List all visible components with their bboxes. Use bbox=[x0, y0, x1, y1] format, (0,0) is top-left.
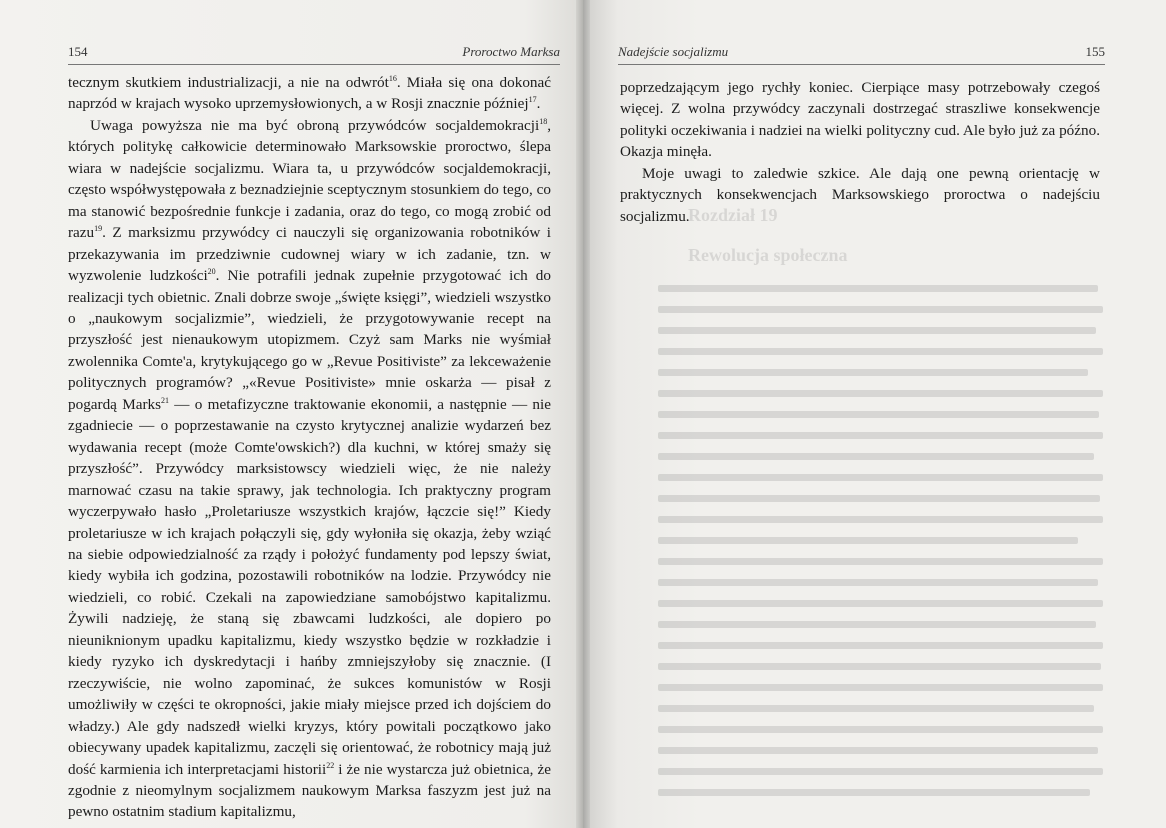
bleed-through-line bbox=[658, 726, 1103, 733]
bleed-through-line bbox=[658, 348, 1103, 355]
left-header-rule bbox=[68, 64, 560, 65]
right-page bbox=[583, 0, 1166, 828]
bleed-through-text bbox=[658, 205, 1103, 805]
bleed-through-line bbox=[658, 642, 1103, 649]
left-page-number: 154 bbox=[68, 44, 88, 59]
bleed-through-line bbox=[658, 285, 1098, 292]
bleed-through-line bbox=[658, 411, 1099, 418]
bleed-through-line bbox=[658, 453, 1094, 460]
bleed-through-line bbox=[658, 474, 1103, 481]
bleed-through-line bbox=[658, 705, 1094, 712]
bleed-through-line bbox=[658, 432, 1103, 439]
left-body-text bbox=[68, 72, 551, 823]
right-header-rule bbox=[618, 64, 1105, 65]
bleed-through-line bbox=[658, 390, 1103, 397]
bleed-through-line bbox=[658, 369, 1088, 376]
bleed-through-line bbox=[658, 600, 1103, 607]
bleed-through-line bbox=[658, 558, 1103, 565]
right-page-number: 155 bbox=[1085, 44, 1105, 59]
paragraph: Uwaga powyższa nie ma być obroną przywódców socjaldemokracji$^{18}$, których politykę całkowicie determinowało Marksowskie proroctwo, ślepa wiara w nadejście socjalizmu. Wiara ta, u przywódców socjaldemokracji, często współwystępowała z beznadziejnie sceptycznym stosunkiem do tego, co ma stanowić bezpośrednie funkcje i zadania, oraz do tego, co mogą zrobić od razu$^{19}$. Z marksizmu przywódcy ci nauczyli się organizowania robotników i przekazywania im przedziwnie cudownej wiary w ich zadanie, tzn. w wyzwolenie ludzkości$^{20}$. Nie potrafili jednak zupełnie przygotować ich do realizacji tych obietnic. Znali dobrze swoje „święte księgi”, wiedzieli wszystko o „naukowym socjalizmie”, wiedzieli, że przygotowywanie recept na przyszłość jest nienaukowym utopizmem. Czyż sam Marks nie wyśmiał zwolennika Comte'a, krytykującego go w „Revue Positiviste” za lekceważenie politycznych programów? „«Revue Positiviste» mnie oskarża — pisał z pogardą Marks$^{21}$ — o metafizyczne traktowanie ekonomii, a następnie — nie zgadniecie — o poprzestawanie na czysto krytycznej analizie wydarzeń bez wydawania recept (może Comte'owskich?) dla kuchni, w której smaży się przyszłość”. Przywódcy marksistowscy wiedzieli więc, że nie należy marnować czasu na takie sprawy, jak technologia. Ich praktyczny program wyczerpywało hasło „Proletariusze wszystkich krajów, łączcie się!” Kiedy proletariusze w ich krajach połączyli się, gdy wyłoniła się okazja, żeby wziąć na siebie odpowiedzialność za rządy i położyć fundamenty pod lepszy świat, kiedy wybiła ich godzina, pozostawili robotników na lodzie. Przywódcy nie wiedzieli, co robić. Czekali na zapowiedziane samobójstwo kapitalizmu. Żywili nadzieję, że staną się zbawcami ludzkości, ale dopiero po nieuniknionym upadku kapitalizmu, kiedy wszystko będzie w rozkładzie i kiedy ryzyko ich dyskredytacji i hańby zmniejszyłoby się znacznie. (I rzeczywiście, nie wolno zapominać, że sukces komunistów w Rosji umożliwiły w części te okropności, jakie miały miejsce przed ich dojściem do władzy.) Ale gdy nadszedł wielki kryzys, który powitali początkowo jako obiecywany upadek kapitalizmu, zaczęli się orientować, że robotnicy mają już dość karmienia ich interpretacjami historii$^{22}$ i że nie wystarcza już obietnica, że zgodnie z nieomylnym socjalizmem naukowym Marksa faszyzm jest już na pewno ostatnim stadium kapitalizmu, bbox=[68, 116, 551, 821]
bleed-through-heading: Rozdział 19 bbox=[688, 205, 778, 225]
right-running-title: Nadejście socjalizmu bbox=[618, 44, 729, 59]
bleed-through-line bbox=[658, 747, 1098, 754]
paragraph: tecznym skutkiem industrializacji, a nie na odwrót$^{16}$. Miała się ona dokonać naprzód w krajach wysoko uprzemysłowionych, a w Rosji znacznie później$^{17}$. bbox=[68, 74, 551, 113]
paragraph: poprzedzającym jego rychły koniec. Cierpiące masy potrzebowały czegoś więcej. Z wolna przywódcy zaczynali dostrzegać straszliwe konsekwencje polityki oczekiwania i nadziei na wielki polityczny cud. Ale było już za późno. Okazja minęła. bbox=[620, 79, 1100, 161]
bleed-through-line bbox=[658, 663, 1101, 670]
paragraph: Moje uwagi to zaledwie szkice. Ale dają one pewną orientację w praktycznych konsekwencjach Marksowskiego proroctwa o nadejściu socjalizmu. bbox=[620, 164, 1100, 225]
bleed-through-line bbox=[658, 621, 1096, 628]
bleed-through-line bbox=[658, 537, 1078, 544]
bleed-through-line bbox=[658, 327, 1096, 334]
bleed-through-line bbox=[658, 495, 1100, 502]
bleed-through-line bbox=[658, 768, 1103, 775]
book-gutter bbox=[576, 0, 590, 828]
bleed-through-line bbox=[658, 789, 1090, 796]
bleed-through-line bbox=[658, 516, 1103, 523]
bleed-through-subheading: Rewolucja społeczna bbox=[688, 245, 848, 265]
bleed-through-line bbox=[658, 684, 1103, 691]
bleed-through-line bbox=[658, 306, 1103, 313]
left-running-title: Proroctwo Marksa bbox=[462, 44, 560, 59]
bleed-through-line bbox=[658, 579, 1098, 586]
